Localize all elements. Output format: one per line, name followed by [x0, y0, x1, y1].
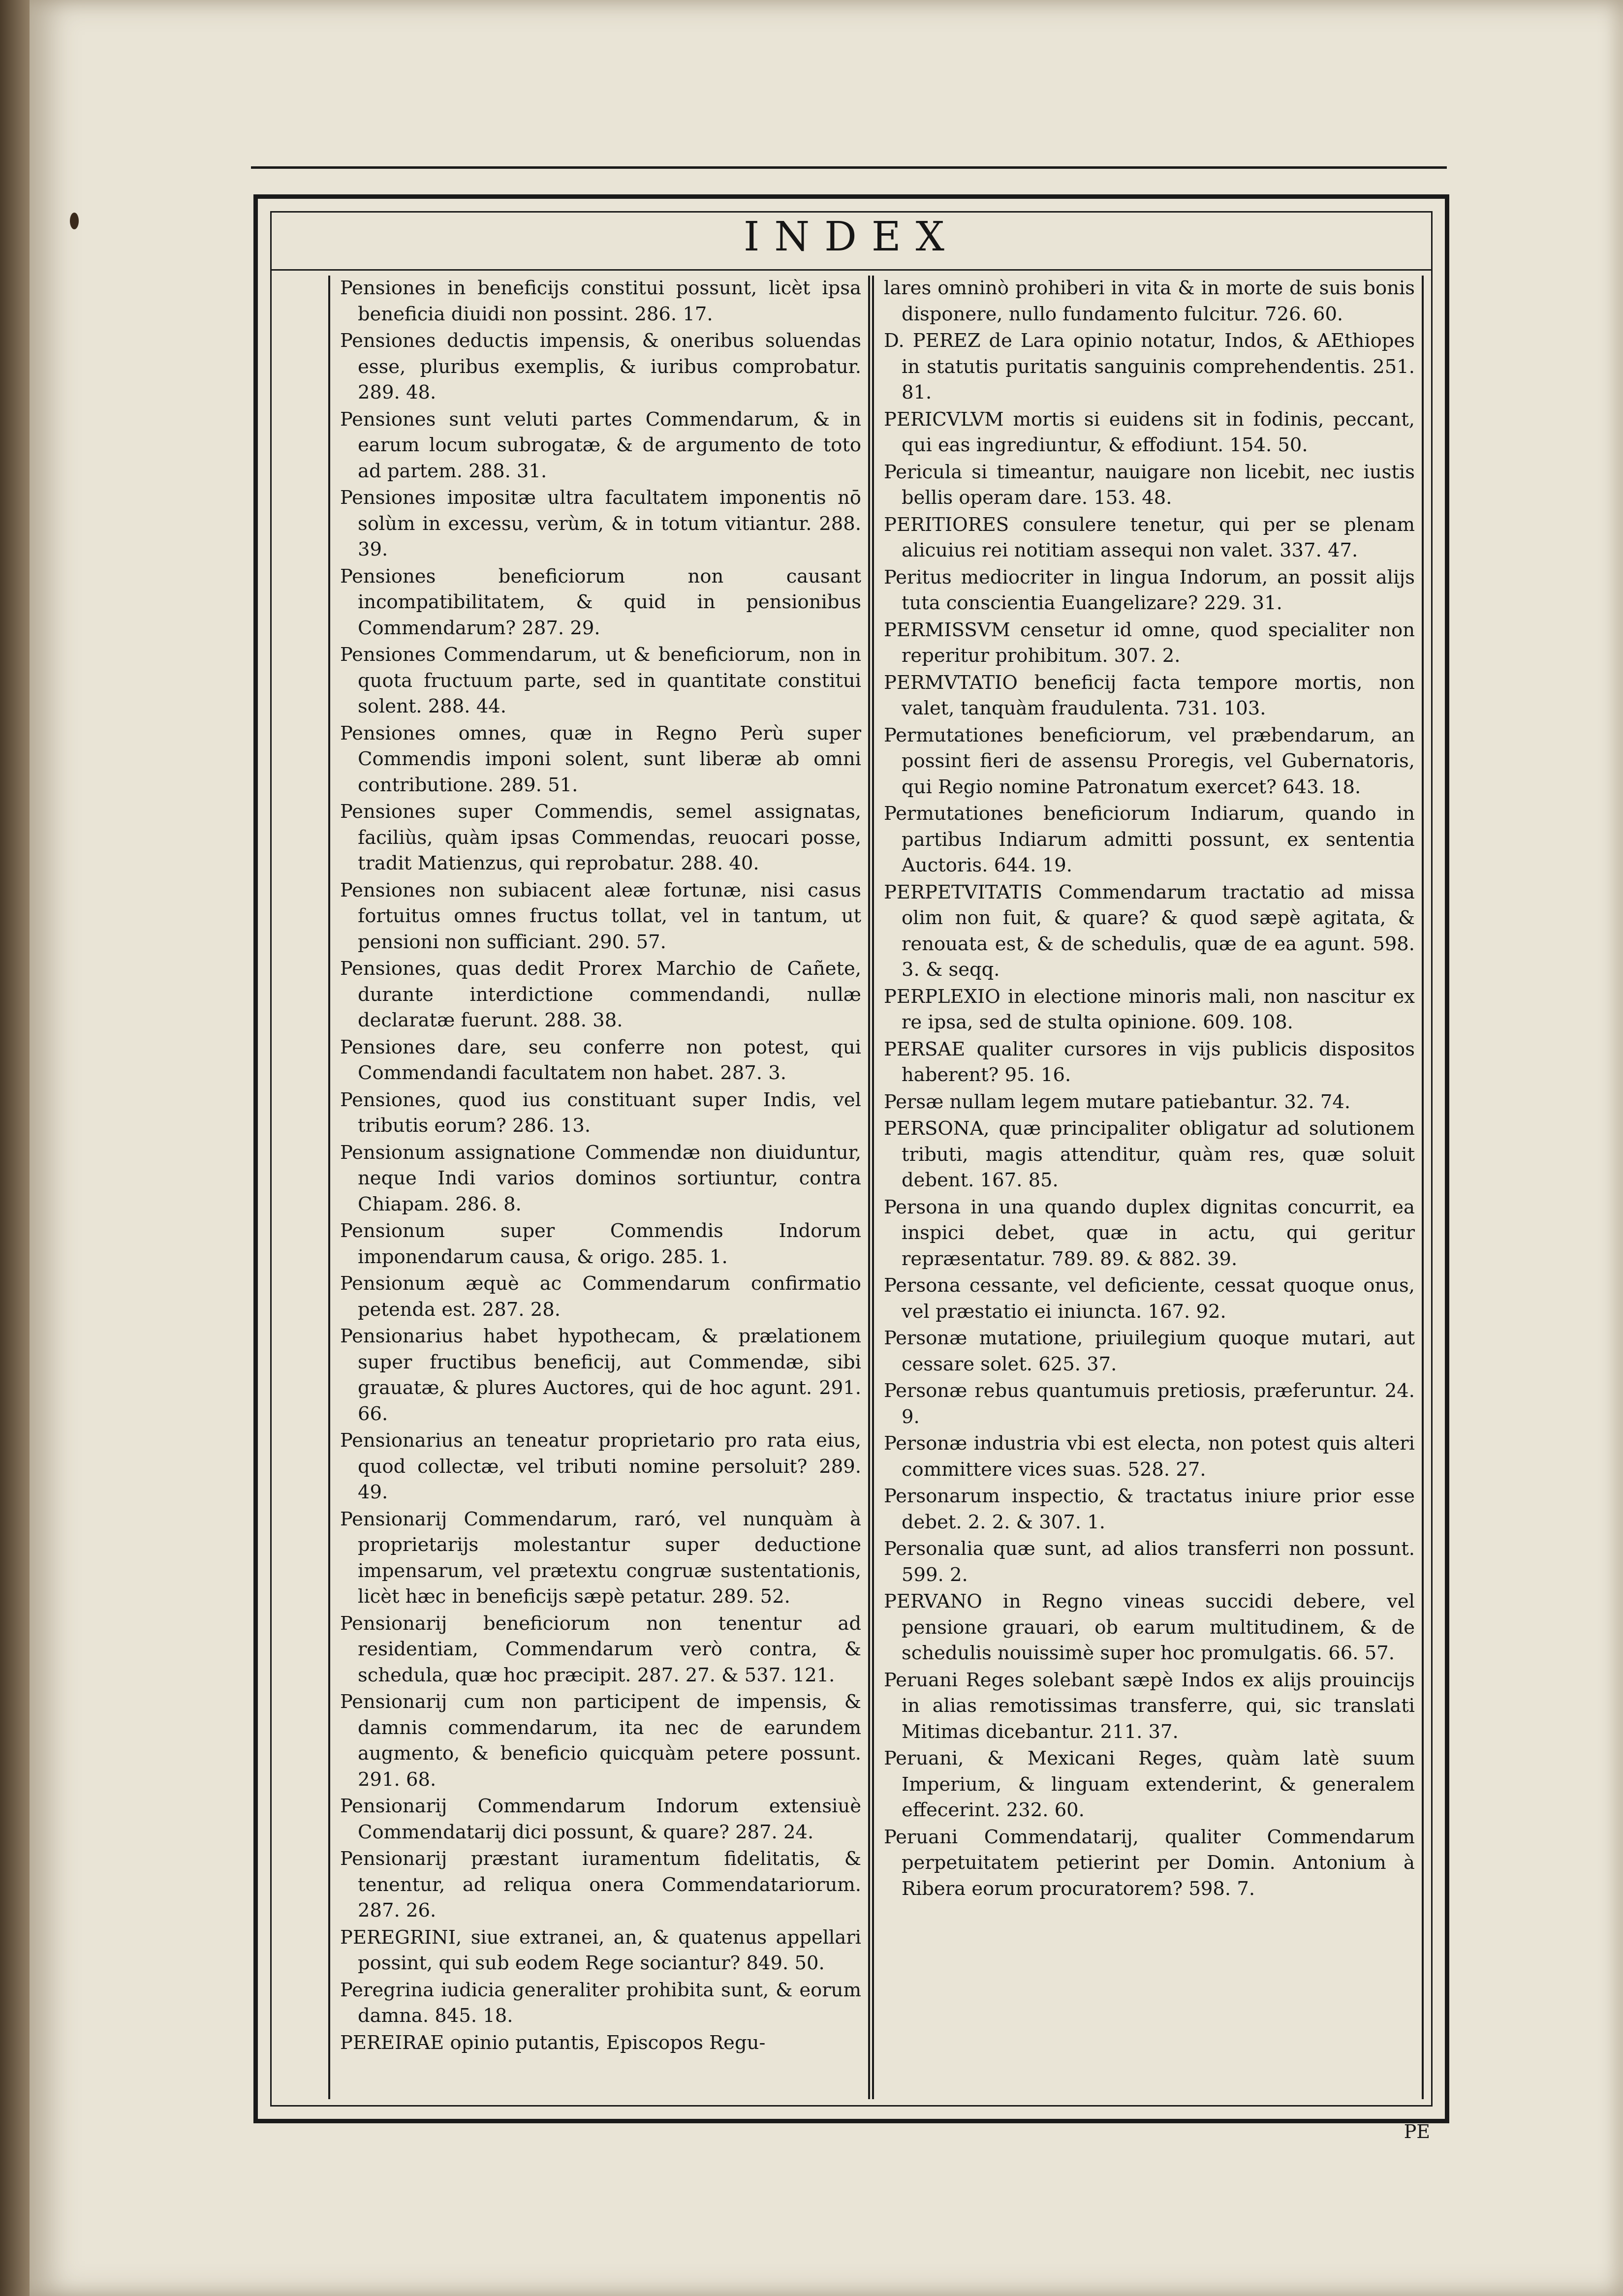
index-entry: Pensionarius habet hypothecam, & prælationem super fructibus beneficij, aut Commendæ, sibi grauatæ, & plures Auctores, qui de hoc agunt. 291. 66.: [340, 1325, 861, 1425]
index-entry: Pensiones beneficiorum non causant incompatibilitatem, & quid in pensionibus Commendarum? 287. 29.: [340, 565, 861, 639]
index-entry: Pensiones, quas dedit Prorex Marchio de Cañete, durante interdictione commendandi, nullæ declaratæ fuerunt. 288. 38.: [340, 958, 861, 1031]
inner-border: [270, 211, 1433, 2107]
index-entry: Personalia quæ sunt, ad alios transferri non possunt. 599. 2.: [884, 1538, 1415, 1586]
index-frame: [253, 194, 1449, 2142]
index-entry: Pensiones Commendarum, ut & beneficiorum, non in quota fructuum parte, sed in quantitate constitui solent. 288. 44.: [340, 644, 861, 717]
index-entry: D. PEREZ de Lara opinio notatur, Indos, & AEthiopes in statutis puritatis sanguinis comprehendentis. 251. 81.: [884, 330, 1415, 403]
index-entry: Permutationes beneficiorum, vel præbendarum, an possint fieri de assensu Proregis, vel Gubernatoris, qui Regio nomine Patronatum exercet? 643. 18.: [884, 724, 1415, 798]
index-entry: Peruani, & Mexicani Reges, quàm latè suum Imperium, & linguam extenderint, & generalem effecerint. 232. 60.: [884, 1747, 1415, 1821]
page-title: INDEX: [743, 214, 960, 260]
index-entry: Pensionarij Commendarum Indorum extensiuè Commendatarij dici possunt, & quare? 287. 24.: [340, 1795, 861, 1843]
index-entry: Persona cessante, vel deficiente, cessat quoque onus, vel præstatio ei iniuncta. 167. 92.: [884, 1274, 1415, 1323]
index-entry: lares omninò prohiberi in vita & in morte de suis bonis disponere, nullo fundamento fulcitur. 726. 60.: [884, 277, 1415, 325]
index-entry: Pensiones, quod ius constituant super Indis, vel tributis eorum? 286. 13.: [340, 1088, 861, 1137]
index-entry: PERPETVITATIS Commendarum tractatio ad missa olim non fuit, & quare? & quod sæpè agitata, & renouata est, & de schedulis, quæ de ea agunt. 598. 3. & seqq.: [884, 881, 1415, 981]
index-entry: Peregrina iudicia generaliter prohibita sunt, & eorum damna. 845. 18.: [340, 1979, 861, 2027]
index-entry: Personarum inspectio, & tractatus iniure prior esse debet. 2. 2. & 307. 1.: [884, 1485, 1415, 1533]
ink-blot: [70, 213, 79, 229]
index-entry: PERITIORES consulere tenetur, qui per se plenam alicuius rei notitiam assequi non valet. 337. 47.: [884, 513, 1415, 561]
index-entry: Pensionarius an teneatur proprietario pro rata eius, quod collectæ, vel tributi nomine persoluit? 289. 49.: [340, 1429, 861, 1503]
index-entry: PERSAE qualiter cursores in vijs publicis dispositos haberent? 95. 16.: [884, 1038, 1415, 1086]
index-entry: Pensiones non subiacent aleæ fortunæ, nisi casus fortuitus omnes fructus tollat, vel in tantum, ut pensioni non sufficiant. 290. 57.: [340, 879, 861, 953]
index-entry: Pensiones in beneficijs constitui possunt, licèt ipsa beneficia diuidi non possint. 286. 17.: [340, 277, 861, 325]
index-entry: PERVANO in Regno vineas succidi debere, vel pensione grauari, ob earum multitudinem, & de schedulis nouissimè super hoc promulgatis. 66. 57.: [884, 1590, 1415, 1664]
index-entry: Personæ mutatione, priuilegium quoque mutari, aut cessare solet. 625. 37.: [884, 1327, 1415, 1375]
catchword: PE: [1404, 2121, 1430, 2142]
index-entry: Permutationes beneficiorum Indiarum, quando in partibus Indiarum admitti possunt, ex sententia Auctoris. 644. 19.: [884, 803, 1415, 876]
index-entry: Pensionarij Commendarum, raró, vel nunquàm à proprietarijs molestantur super deductione impensarum, vel prætextu congruæ sustentationis, licèt hæc in beneficijs sæpè petatur. 289. 52.: [340, 1508, 861, 1608]
index-entry: PEREIRAE opinio putantis, Episcopos Regu-: [340, 2031, 766, 2054]
index-entry: Persæ nullam legem mutare patiebantur. 32. 74.: [884, 1090, 1351, 1113]
index-entry: Pensiones omnes, quæ in Regno Perù super Commendis imponi solent, sunt liberæ ab omni contributione. 289. 51.: [340, 722, 861, 796]
index-entry: Pensionum assignatione Commendæ non diuiduntur, neque Indi varios dominos sortiuntur, contra Chiapam. 286. 8.: [340, 1141, 861, 1215]
index-entry: Pensionarij præstant iuramentum fidelitatis, & tenentur, ad reliqua onera Commendatariorum. 287. 26.: [340, 1848, 861, 1922]
index-entry: Pensiones super Commendis, semel assignatas, faciliùs, quàm ipsas Commendas, reuocari posse, tradit Matienzus, qui reprobatur. 288. 40.: [340, 801, 861, 874]
index-entry: PERMISSVM censetur id omne, quod specialiter non reperitur prohibitum. 307. 2.: [884, 619, 1415, 667]
index-entry: Pensionarij beneficiorum non tenentur ad residentiam, Commendarum verò contra, & schedula, quæ hoc præcipit. 287. 27. & 537. 121.: [340, 1612, 861, 1686]
index-entry: Pensiones dare, seu conferre non potest, qui Commendandi facultatem non habet. 287. 3.: [340, 1036, 861, 1084]
index-entry: PERICVLVM mortis si euidens sit in fodinis, peccant, qui eas ingrediuntur, & effodiunt. 154. 50.: [884, 408, 1415, 456]
index-entry: PERPLEXIO in electione minoris mali, non nascitur ex re ipsa, sed de stulta opinione. 609. 108.: [884, 985, 1415, 1033]
index-entry: Peruani Commendatarij, qualiter Commendarum perpetuitatem petierint per Domin. Antonium à Ribera eorum procuratorem? 598. 7.: [884, 1826, 1415, 1900]
index-entry: Pensionum æquè ac Commendarum confirmatio petenda est. 287. 28.: [340, 1272, 861, 1321]
index-entry: Pensiones impositæ ultra facultatem imponentis nō solùm in excessu, verùm, & in totum vitiantur. 288. 39.: [340, 487, 861, 560]
index-entry: Pensiones deductis impensis, & oneribus soluendas esse, pluribus exemplis, & iuribus comprobatur. 289. 48.: [340, 330, 861, 403]
index-entry: Persona in una quando duplex dignitas concurrit, ea inspici debet, quæ in actu, qui geritur repræsentatur. 789. 89. & 882. 39.: [884, 1196, 1415, 1270]
index-entry: Pensionum super Commendis Indorum imponendarum causa, & origo. 285. 1.: [340, 1220, 861, 1268]
right-column: [872, 276, 1424, 2099]
index-entry: PERSONA, quæ principaliter obligatur ad solutionem tributi, magis attenditur, quàm res, quæ soluit debent. 167. 85.: [884, 1117, 1415, 1191]
left-column: [328, 276, 870, 2099]
index-entry: Pensionarij cum non participent de impensis, & damnis commendarum, ita nec de earundem augmento, & beneficio quicquàm petere possunt. 291. 68.: [340, 1691, 861, 1791]
index-entry: Peruani Reges solebant sæpè Indos ex alijs prouincijs in alias remotissimas transferre, qui, sic translati Mitimas dicebantur. 211. 37.: [884, 1669, 1415, 1743]
index-entry: Pericula si timeantur, nauigare non licebit, nec iustis bellis operam dare. 153. 48.: [884, 461, 1415, 509]
index-entry: Pensiones sunt veluti partes Commendarum, & in earum locum subrogatæ, & de argumento de toto ad partem. 288. 31.: [340, 408, 861, 482]
index-entry: PERMVTATIO beneficij facta tempore mortis, non valet, tanquàm fraudulenta. 731. 103.: [884, 671, 1415, 719]
index-entry: Personæ rebus quantumuis pretiosis, præferuntur. 24. 9.: [884, 1380, 1415, 1428]
index-entry: Peritus mediocriter in lingua Indorum, an possit alijs tuta conscientia Euangelizare? 229. 31.: [884, 566, 1415, 614]
title-divider: [272, 269, 1431, 271]
top-rule: [251, 166, 1447, 169]
index-entry: Personæ industria vbi est electa, non potest quis alteri committere vices suas. 528. 27.: [884, 1432, 1415, 1481]
index-entry: PEREGRINI, siue extranei, an, & quatenus appellari possint, qui sub eodem Rege sociantur? 849. 50.: [340, 1926, 861, 1974]
